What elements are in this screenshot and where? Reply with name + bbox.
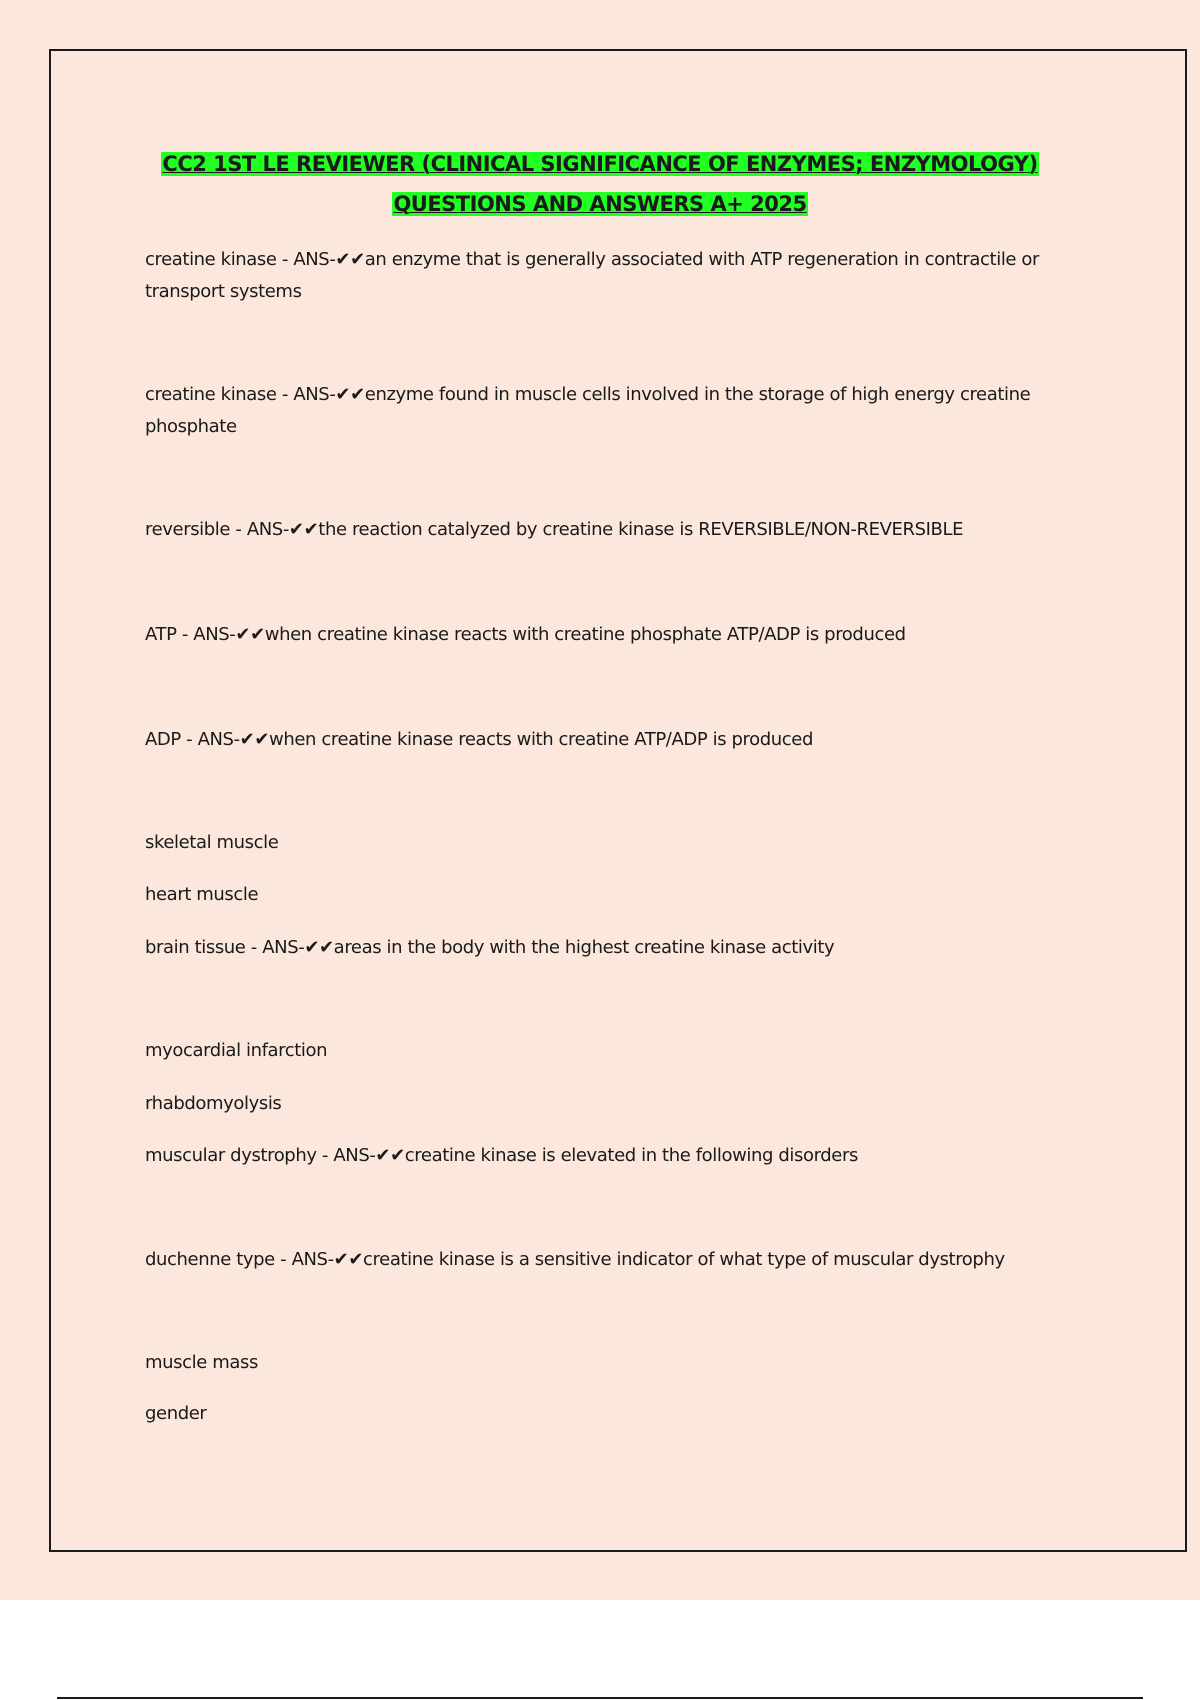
qa-entry: brain tissue - ANS-✔✔areas in the body with the highest creatine kinase activity (145, 937, 835, 958)
qa-entry: muscle mass (145, 1352, 258, 1373)
qa-entry: duchenne type - ANS-✔✔creatine kinase is a sensitive indicator of what type of muscular dystrophy (145, 1249, 1005, 1270)
qa-entry: muscular dystrophy - ANS-✔✔creatine kinase is elevated in the following disorders (145, 1145, 858, 1166)
footer-divider (57, 1697, 1143, 1699)
title-line-1: CC2 1ST LE REVIEWER (CLINICAL SIGNIFICANCE OF ENZYMES; ENZYMOLOGY) (162, 152, 1038, 176)
qa-entry: creatine kinase - ANS-✔✔an enzyme that is generally associated with ATP regeneration in contractile or transport systems (145, 249, 1040, 302)
qa-entry: myocardial infarction (145, 1040, 328, 1061)
qa-entry: rhabdomyolysis (145, 1093, 282, 1114)
qa-entry: skeletal muscle (145, 832, 279, 853)
qa-entry: ATP - ANS-✔✔when creatine kinase reacts with creatine phosphate ATP/ADP is produced (145, 624, 906, 645)
qa-entry: reversible - ANS-✔✔the reaction catalyzed by creatine kinase is REVERSIBLE/NON-REVERSIBLE (145, 519, 964, 540)
qa-entry: creatine kinase - ANS-✔✔enzyme found in muscle cells involved in the storage of high energy creatine phosphate (145, 384, 1031, 437)
document-title (100, 144, 1100, 224)
title-line-2: QUESTIONS AND ANSWERS A+ 2025 (393, 192, 807, 216)
qa-entry: ADP - ANS-✔✔when creatine kinase reacts with creatine ATP/ADP is produced (145, 729, 813, 750)
qa-entry: heart muscle (145, 884, 259, 905)
qa-entry: gender (145, 1403, 207, 1424)
